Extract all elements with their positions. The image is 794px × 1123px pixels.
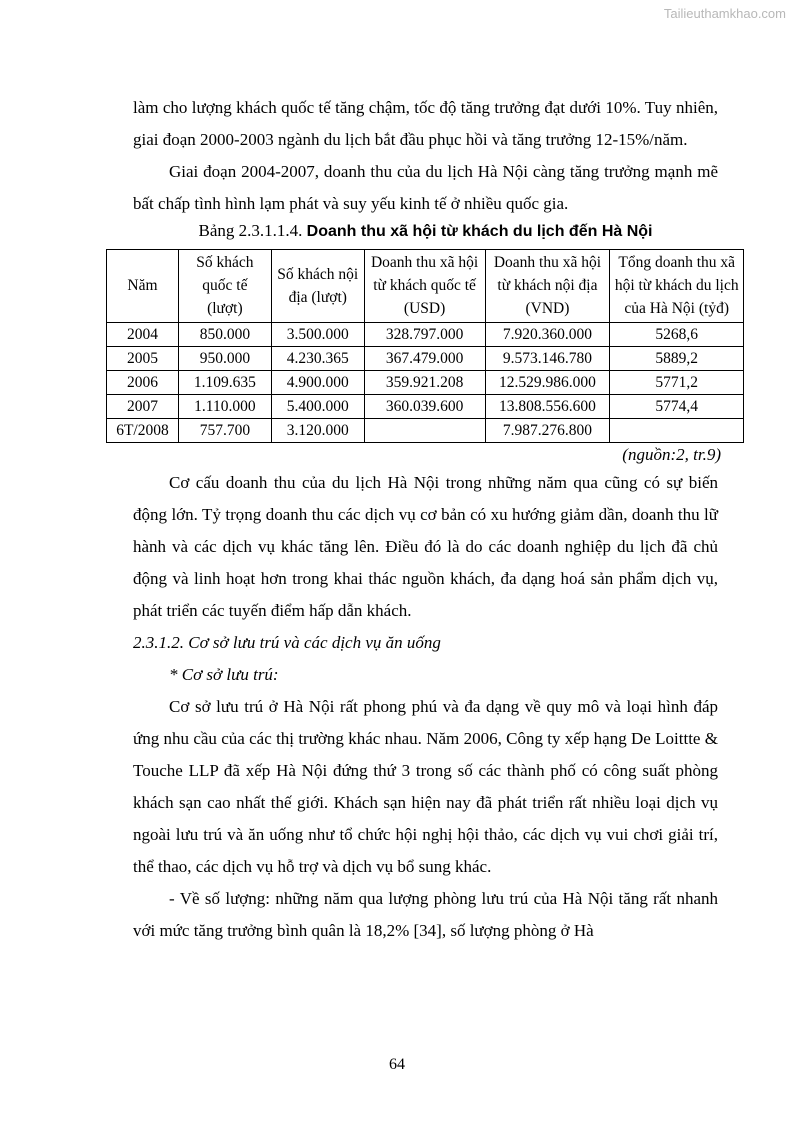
table-cell: 3.500.000	[271, 323, 364, 347]
table-cell: 360.039.600	[364, 395, 485, 419]
table-cell: 328.797.000	[364, 323, 485, 347]
table-cell: 7.920.360.000	[485, 323, 610, 347]
paragraph-revenue-structure: Cơ cấu doanh thu của du lịch Hà Nội trong những năm qua cũng có sự biến động lớn. Tỷ trọng doanh thu các dịch vụ cơ bản có xu hướng giảm dần, doanh thu lữ hành và các dịch vụ khác tăng lên. Điều đó là do các doanh nghiệp du lịch đã chủ động và linh hoạt hơn trong khai thác nguồn khách, đa dạng hoá sản phẩm dịch vụ, phát triển các tuyến điểm hấp dẫn khách.	[133, 473, 718, 620]
table-cell: 950.000	[178, 347, 271, 371]
table-row	[107, 395, 744, 419]
paragraph-accommodation: Cơ sở lưu trú ở Hà Nội rất phong phú và đa dạng về quy mô và loại hình đáp ứng nhu cầu của các thị trường khác nhau. Năm 2006, Công ty xếp hạng De Loittte & Touche LLP đã xếp Hà Nội đứng thứ 3 trong số các thành phố có công suất phòng khách sạn cao nhất thế giới. Khách sạn hiện nay đã phát triển rất nhiều loại dịch vụ ngoài lưu trú và ăn uống như tổ chức hội nghị hội thảo, các dịch vụ vui chơi giải trí, thể thao, các dịch vụ hỗ trợ và dịch vụ bổ sung khác.	[133, 697, 718, 876]
table-cell: 367.479.000	[364, 347, 485, 371]
table-row	[107, 419, 744, 443]
table-cell: 4.900.000	[271, 371, 364, 395]
table-cell: 5268,6	[610, 323, 744, 347]
table-row	[107, 323, 744, 347]
table-cell: 5771,2	[610, 371, 744, 395]
table-cell: 359.921.208	[364, 371, 485, 395]
table-cell: 757.700	[178, 419, 271, 443]
header-international-visitors: Số khách quốc tế (lượt)	[178, 250, 271, 323]
paragraph-continuation: làm cho lượng khách quốc tế tăng chậm, tốc độ tăng trưởng đạt dưới 10%. Tuy nhiên, giai đoạn 2000-2003 ngành du lịch bắt đầu phục hồi và tăng trưởng 12-15%/năm.	[133, 98, 718, 149]
table-cell: 9.573.146.780	[485, 347, 610, 371]
table-cell: 850.000	[178, 323, 271, 347]
table-cell: 13.808.556.600	[485, 395, 610, 419]
paragraph-room-count: - Về số lượng: những năm qua lượng phòng lưu trú của Hà Nội tăng rất nhanh với mức tăng trưởng bình quân là 18,2% [34], số lượng phòng ở Hà	[133, 889, 718, 940]
table-source: (nguồn:2, tr.9)	[622, 445, 721, 464]
header-international-revenue: Doanh thu xã hội từ khách quốc tế (USD)	[364, 250, 485, 323]
header-total-revenue: Tổng doanh thu xã hội từ khách du lịch của Hà Nội (tỷđ)	[610, 250, 744, 323]
table-row	[107, 347, 744, 371]
table-cell	[364, 419, 485, 443]
table-cell: 5889,2	[610, 347, 744, 371]
table-cell: 5.400.000	[271, 395, 364, 419]
table-caption	[133, 220, 718, 243]
table-caption-prefix: Bảng 2.3.1.1.4.	[198, 221, 307, 240]
table-cell: 2004	[107, 323, 179, 347]
table-cell: 1.109.635	[178, 371, 271, 395]
section-heading: 2.3.1.2. Cơ sở lưu trú và các dịch vụ ăn uống	[133, 633, 441, 652]
table-caption-title: Doanh thu xã hội từ khách du lịch đến Hà Nội	[306, 223, 653, 240]
header-domestic-visitors: Số khách nội địa (lượt)	[271, 250, 364, 323]
page-number: 64	[389, 1056, 405, 1073]
table-cell: 3.120.000	[271, 419, 364, 443]
header-year: Năm	[107, 250, 179, 323]
revenue-table	[106, 249, 744, 443]
table-header-row	[107, 250, 744, 323]
table-cell: 12.529.986.000	[485, 371, 610, 395]
table-cell: 2007	[107, 395, 179, 419]
table-cell: 6T/2008	[107, 419, 179, 443]
table-row	[107, 371, 744, 395]
page-content	[116, 92, 739, 947]
header-domestic-revenue: Doanh thu xã hội từ khách nội địa (VND)	[485, 250, 610, 323]
table-cell: 1.110.000	[178, 395, 271, 419]
paragraph-revenue-growth: Giai đoạn 2004-2007, doanh thu của du lịch Hà Nội càng tăng trưởng mạnh mẽ bất chấp tình hình lạm phát và suy yếu kinh tế ở nhiều quốc gia.	[133, 162, 718, 213]
table-cell: 2005	[107, 347, 179, 371]
table-cell: 5774,4	[610, 395, 744, 419]
subsection-heading: * Cơ sở lưu trú:	[169, 665, 279, 684]
table-cell: 2006	[107, 371, 179, 395]
table-cell: 7.987.276.800	[485, 419, 610, 443]
table-cell	[610, 419, 744, 443]
table-cell: 4.230.365	[271, 347, 364, 371]
watermark: Tailieuthamkhao.com	[663, 6, 786, 21]
